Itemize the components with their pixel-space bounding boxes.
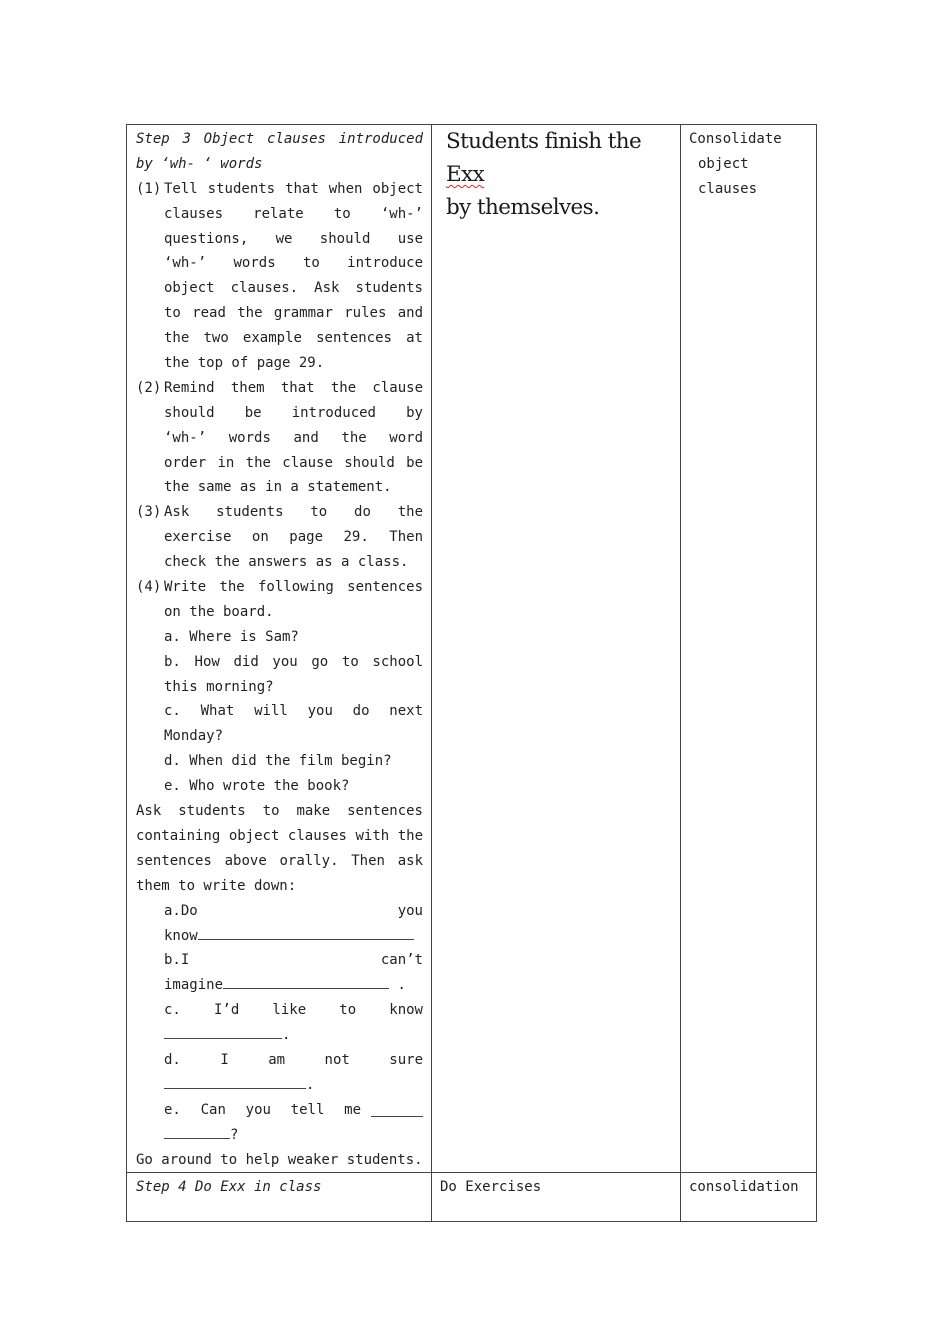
fill-a-line	[136, 899, 423, 924]
answer-blank[interactable]	[164, 1124, 230, 1139]
question-b-cont: this morning?	[164, 678, 274, 695]
ask-text: containing object clauses with the	[136, 827, 423, 844]
item3-text: Ask students to do the	[164, 504, 423, 521]
fill-c-cont	[136, 1023, 423, 1048]
fill-a-know: know	[164, 927, 198, 944]
item4-text: Write the following sentences	[164, 579, 423, 596]
item1-text: questions, we should use	[164, 230, 423, 247]
item1-text: the top of page 29.	[164, 355, 325, 372]
fill-a-cont	[136, 924, 423, 949]
fill-a-left: a.Do	[164, 902, 198, 919]
student-activity-line1	[446, 125, 680, 191]
fill-e-line	[136, 1098, 423, 1123]
item1-text: ‘wh-’ words to introduce	[164, 255, 423, 272]
question-d: d. When did the film begin?	[164, 753, 392, 770]
item3-number: (3)	[136, 504, 162, 521]
item3-line	[136, 500, 423, 525]
teacher-activity-cell	[127, 125, 432, 1173]
ask-text: sentences above orally. Then ask	[136, 852, 423, 869]
step4-row	[127, 1173, 817, 1222]
item2-line	[136, 376, 423, 401]
answer-blank[interactable]	[223, 974, 389, 989]
fill-b-left: b.I	[164, 952, 190, 969]
student-activity-cell	[432, 125, 681, 1173]
fill-b-imagine: imagine	[164, 977, 224, 994]
answer-blank[interactable]	[198, 925, 414, 940]
question-c-cont: Monday?	[164, 728, 224, 745]
step4-activity: Do Exercises	[440, 1179, 542, 1196]
item2-text: the same as in a statement.	[164, 479, 392, 496]
purpose-line1: Consolidate	[689, 131, 782, 147]
fill-b-period: .	[397, 977, 406, 994]
answer-blank[interactable]	[164, 1024, 282, 1039]
fill-c-line: c. I’d like to know	[164, 1002, 423, 1019]
fill-c-period: .	[282, 1027, 291, 1044]
purpose-line2: object	[698, 155, 749, 172]
question-e: e. Who wrote the book?	[164, 778, 350, 795]
item3-text: check the answers as a class.	[164, 554, 409, 571]
student-activity-line2: by themselves.	[446, 195, 600, 220]
fill-b-right: can’t	[380, 952, 423, 969]
purpose-line3: clauses	[698, 180, 758, 197]
ask-text: them to write down:	[136, 877, 297, 894]
purpose-cell	[681, 125, 817, 1173]
question-a: a. Where is Sam?	[164, 628, 299, 645]
fill-d-period: .	[306, 1076, 315, 1093]
fill-e-text: e. Can you tell me	[164, 1101, 361, 1118]
item2-text: Remind them that the clause	[164, 379, 423, 396]
fill-e-qmark: ?	[230, 1126, 239, 1143]
item4-line	[136, 575, 423, 600]
item1-text: Tell students that when object	[164, 180, 423, 197]
question-c: c. What will you do next	[164, 703, 423, 720]
item2-text: order in the clause should be	[164, 454, 423, 471]
item1-text: clauses relate to ‘wh-’	[164, 205, 423, 222]
step4-teacher-cell	[127, 1173, 432, 1222]
step3-title-line1: Step 3 Object clauses introduced	[136, 131, 423, 147]
item1-line	[136, 177, 423, 202]
lesson-table	[126, 124, 817, 1222]
item3-text: exercise on page 29. Then	[164, 529, 423, 546]
item2-text: should be introduced by	[164, 404, 423, 421]
student-activity-text: Students finish the	[446, 129, 642, 154]
answer-blank[interactable]	[164, 1074, 306, 1089]
step4-activity-cell	[432, 1173, 681, 1222]
item2-text: ‘wh-’ words and the word	[164, 429, 423, 446]
step4-purpose-cell	[681, 1173, 817, 1222]
item1-text: to read the grammar rules and	[164, 305, 423, 322]
fill-b-line	[136, 948, 423, 973]
step3-row	[127, 125, 817, 1173]
spellcheck-flagged-word: Exx	[446, 162, 485, 187]
step3-title-line2: by ‘wh- ‘ words	[136, 155, 263, 172]
item1-number: (1)	[136, 180, 162, 197]
step4-purpose: consolidation	[689, 1179, 799, 1196]
ask-text: Ask students to make sentences	[136, 803, 423, 820]
item1-text: the two example sentences at	[164, 330, 423, 347]
item4-number: (4)	[136, 579, 162, 596]
item2-number: (2)	[136, 379, 162, 396]
fill-d-line: d. I am not sure	[164, 1051, 423, 1068]
step4-title: Step 4 Do Exx in class	[136, 1179, 322, 1196]
fill-e-cont	[136, 1123, 423, 1148]
lesson-plan-sheet	[126, 124, 816, 1220]
fill-d-cont	[136, 1073, 423, 1098]
fill-b-cont	[136, 973, 423, 998]
item1-text: object clauses. Ask students	[164, 280, 423, 297]
item4-text: on the board.	[164, 603, 274, 620]
question-b: b. How did you go to school	[164, 653, 423, 670]
answer-blank[interactable]	[371, 1102, 423, 1117]
closing-text: Go around to help weaker students.	[136, 1151, 423, 1168]
fill-a-right: you	[397, 902, 423, 919]
